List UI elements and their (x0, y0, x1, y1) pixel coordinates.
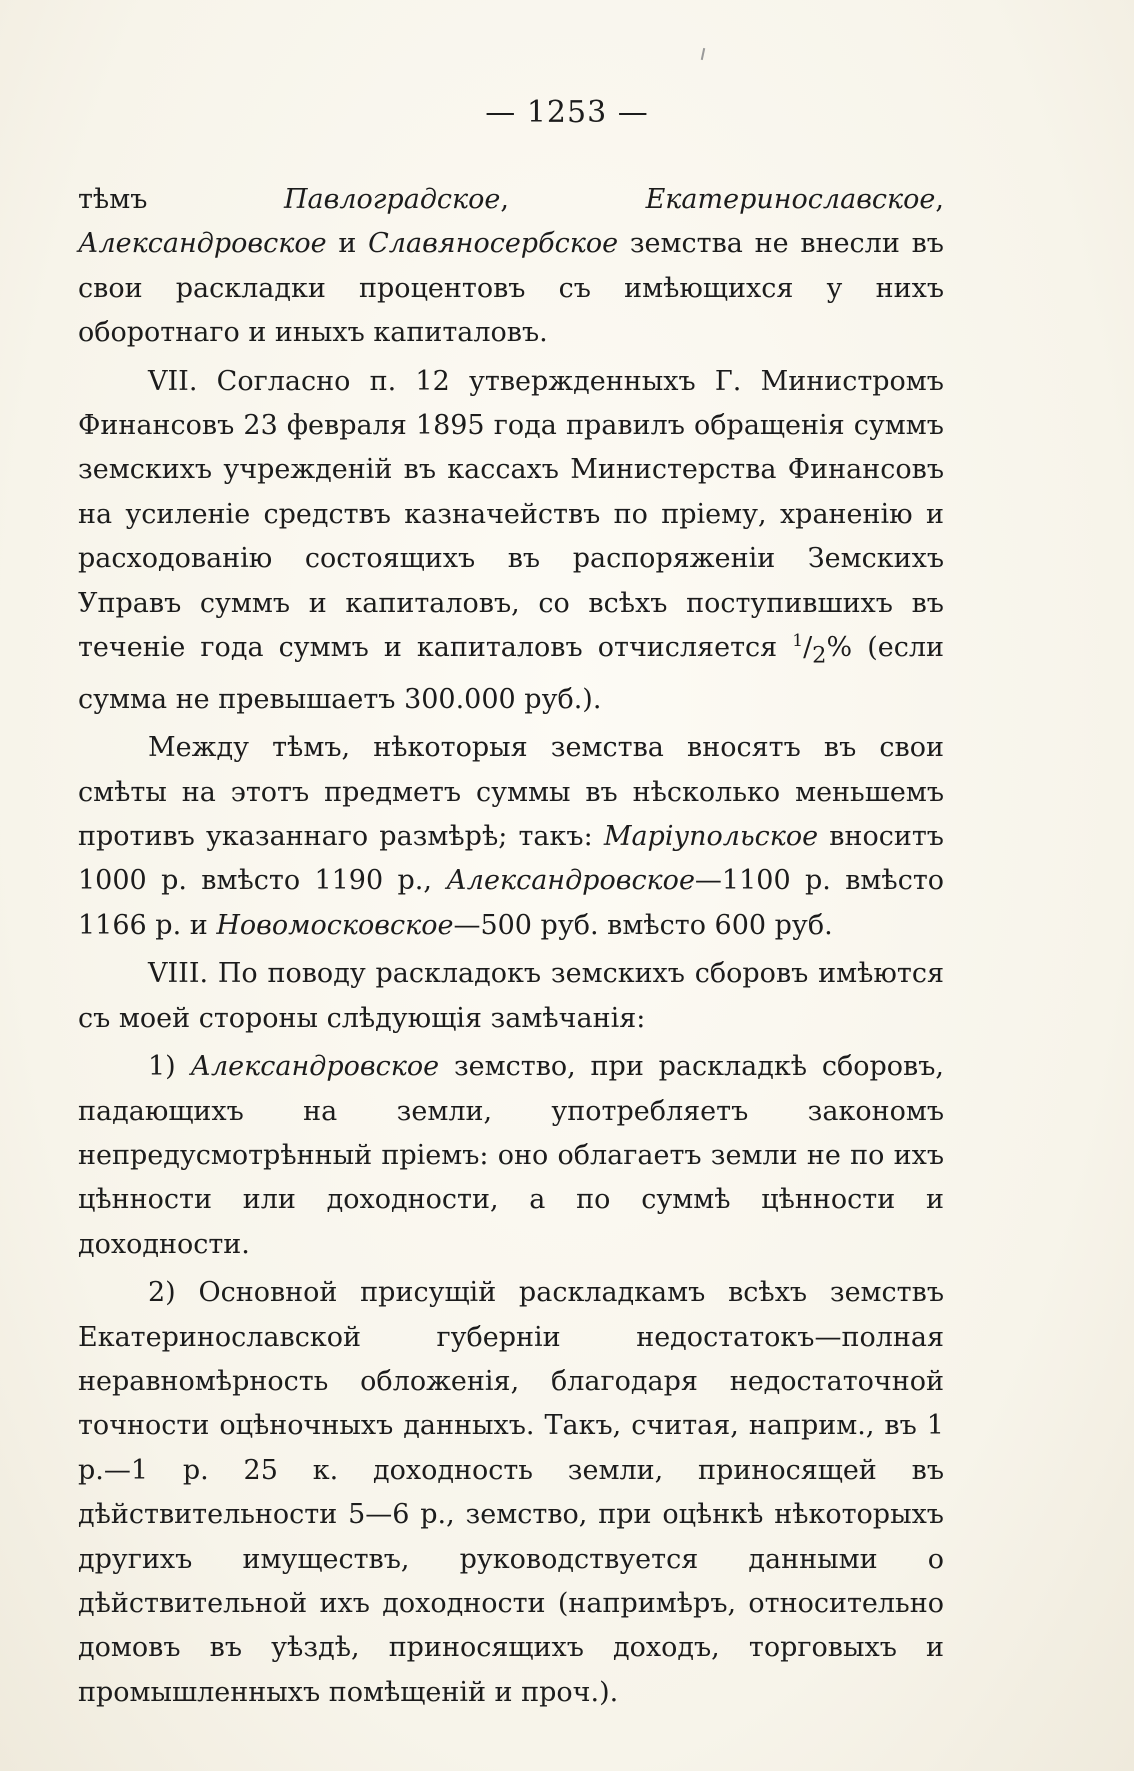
paragraph-6 (78, 1271, 944, 1715)
text-run: и (326, 228, 369, 260)
text-run: —500 руб. вмѣсто 600 руб. (453, 909, 833, 941)
fraction-numerator: 1 (792, 631, 804, 652)
paragraph-1 (78, 178, 944, 356)
italic-place-name: Александровское (78, 228, 327, 260)
text-run: Между тѣмъ, нѣкоторыя земства вносятъ въ свои смѣты на этотъ предметъ суммы въ нѣсколько меньшемъ противъ указаннаго размѣрѣ; такъ: (78, 732, 944, 853)
paragraph-3 (78, 726, 944, 948)
italic-place-name: Славяносербское (368, 228, 619, 260)
fraction-slash: / (803, 632, 813, 664)
text-run: —1100 р. вмѣсто 1166 р. и (78, 865, 945, 941)
text-run: земства не внесли въ свои раскладки процентовъ съ имѣющихся у нихъ оборотнаго и иныхъ капиталовъ. (78, 228, 944, 349)
italic-place-name: Александровское (190, 1051, 440, 1083)
text-run: VII. Согласно п. 12 утвержденныхъ Г. Министромъ Финансовъ 23 февраля 1895 года правилъ обращенія суммъ земскихъ учрежденій въ кассахъ Министерства Финансовъ на усиленіе средствъ казначействъ по пріему, храненію и расходованію состоящихъ въ распоряженіи Земскихъ Управъ суммъ и капиталовъ, со всѣхъ поступившихъ въ теченіе года суммъ и капиталовъ отчисляется (78, 365, 944, 664)
italic-place-name: Павлоградское (283, 184, 501, 215)
body-text (78, 178, 944, 1715)
fraction-denominator: 2 (812, 642, 827, 669)
page-number: — 1253 — (485, 95, 649, 130)
text-run: , (500, 184, 646, 215)
italic-place-name: Александровское (446, 865, 695, 897)
text-run: , (935, 184, 944, 215)
text-run: VIII. По поводу раскладокъ земскихъ сборовъ имѣются съ моей стороны слѣдующія замѣчанія: (78, 958, 944, 1034)
italic-place-name: Маріупольское (603, 821, 819, 853)
italic-place-name: Екатеринославское (645, 184, 936, 215)
italic-place-name: Новомосковское (216, 909, 454, 941)
text-run: 2) Основной присущій раскладкамъ всѣхъ земствъ Екатеринославской губерніи недостатокъ—полная неравномѣрность обложенія, благодаря недостаточной точности оцѣночныхъ данныхъ. Такъ, считая, наприм., въ 1 р.—1 р. 25 к. доходность земли, приносящей въ дѣйствительности 5—6 р., земство, при оцѣнкѣ нѣкоторыхъ другихъ имуществъ, руководствуется данными о дѣйствительной ихъ доходности (напримѣръ, относительно домовъ въ уѣздѣ, приносящихъ доходъ, торговыхъ и промышленныхъ помѣщеній и проч.). (78, 1277, 944, 1708)
paragraph-5 (78, 1045, 944, 1267)
text-run: % (если сумма не превышаетъ 300.000 руб.). (78, 632, 944, 715)
paragraph-2 (78, 360, 944, 723)
text-run: вноситъ 1000 р. вмѣсто 1190 р., (78, 821, 944, 897)
text-run: 1) (148, 1051, 191, 1083)
paragraph-4 (78, 952, 944, 1041)
text-run: тѣмъ (78, 184, 284, 215)
text-run: земство, при раскладкѣ сборовъ, падающихъ на земли, употребляетъ закономъ непредусмотрѣнный пріемъ: оно облагаетъ земли не по ихъ цѣнности или доходности, а по суммѣ цѣнности и доходности. (78, 1051, 944, 1260)
stray-ink-mark (701, 48, 705, 60)
